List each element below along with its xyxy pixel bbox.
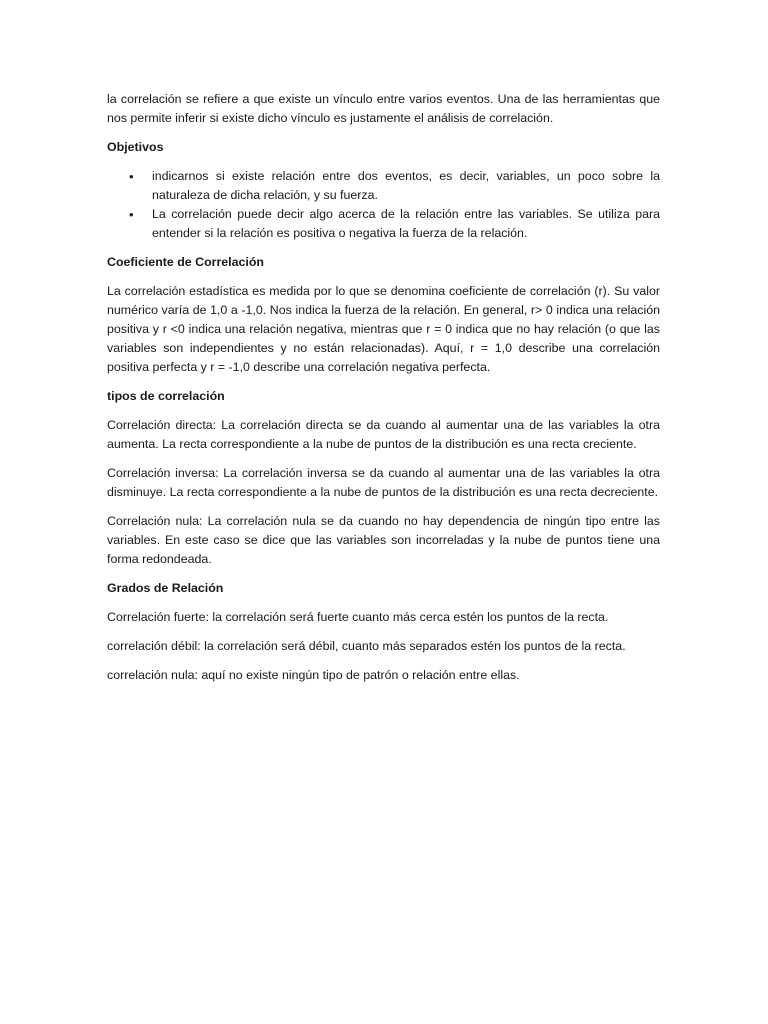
list-item xyxy=(107,167,660,205)
objectives-list xyxy=(107,167,660,243)
strong-correlation-paragraph: Correlación fuerte: la correlación será fuerte cuanto más cerca estén los puntos de la recta. xyxy=(107,610,609,624)
objective-text: indicarnos si existe relación entre dos eventos, es decir, variables, un poco sobre la naturaleza de dicha relación, y su fuerza. xyxy=(152,169,660,202)
bullet-icon: • xyxy=(129,169,134,184)
null-grade-paragraph: correlación nula: aquí no existe ningún tipo de patrón o relación entre ellas. xyxy=(107,668,520,682)
bullet-icon: • xyxy=(129,207,134,222)
list-item xyxy=(107,205,660,243)
coefficient-heading: Coeficiente de Correlación xyxy=(107,255,264,269)
objective-text: La correlación puede decir algo acerca de la relación entre las variables. Se utiliza para entender si la relación es positiva o negativa la fuerza de la relación. xyxy=(152,207,660,240)
weak-correlation-paragraph: correlación débil: la correlación será débil, cuanto más separados estén los puntos de la recta. xyxy=(107,639,626,653)
grades-heading: Grados de Relación xyxy=(107,581,224,595)
coefficient-paragraph: La correlación estadística es medida por lo que se denomina coeficiente de correlación (r). Su valor numérico varía de 1,0 a -1,0. Nos indica la fuerza de la relación. En general, r> 0 indica una relación positiva y r <0 indica una relación negativa, mientras que r = 0 indica que no hay relación (o que las variables son independientes y no están relacionadas). Aquí, r = 1,0 describe una correlación positiva perfecta y r = -1,0 describe una correlación negativa perfecta. xyxy=(107,284,660,374)
intro-paragraph: la correlación se refiere a que existe un vínculo entre varios eventos. Una de las herramientas que nos permite inferir si existe dicho vínculo es justamente el análisis de correlación. xyxy=(107,92,660,125)
direct-correlation-paragraph: Correlación directa: La correlación directa se da cuando al aumentar una de las variables la otra aumenta. La recta correspondiente a la nube de puntos de la distribución es una recta creciente. xyxy=(107,418,660,451)
types-heading: tipos de correlación xyxy=(107,389,225,403)
null-correlation-paragraph: Correlación nula: La correlación nula se da cuando no hay dependencia de ningún tipo entre las variables. En este caso se dice que las variables son incorreladas y la nube de puntos tiene una forma redondeada. xyxy=(107,514,660,566)
inverse-correlation-paragraph: Correlación inversa: La correlación inversa se da cuando al aumentar una de las variables la otra disminuye. La recta correspondiente a la nube de puntos de la distribución es una recta decreciente. xyxy=(107,466,660,499)
document-body xyxy=(107,90,660,695)
objectives-heading: Objetivos xyxy=(107,140,164,154)
